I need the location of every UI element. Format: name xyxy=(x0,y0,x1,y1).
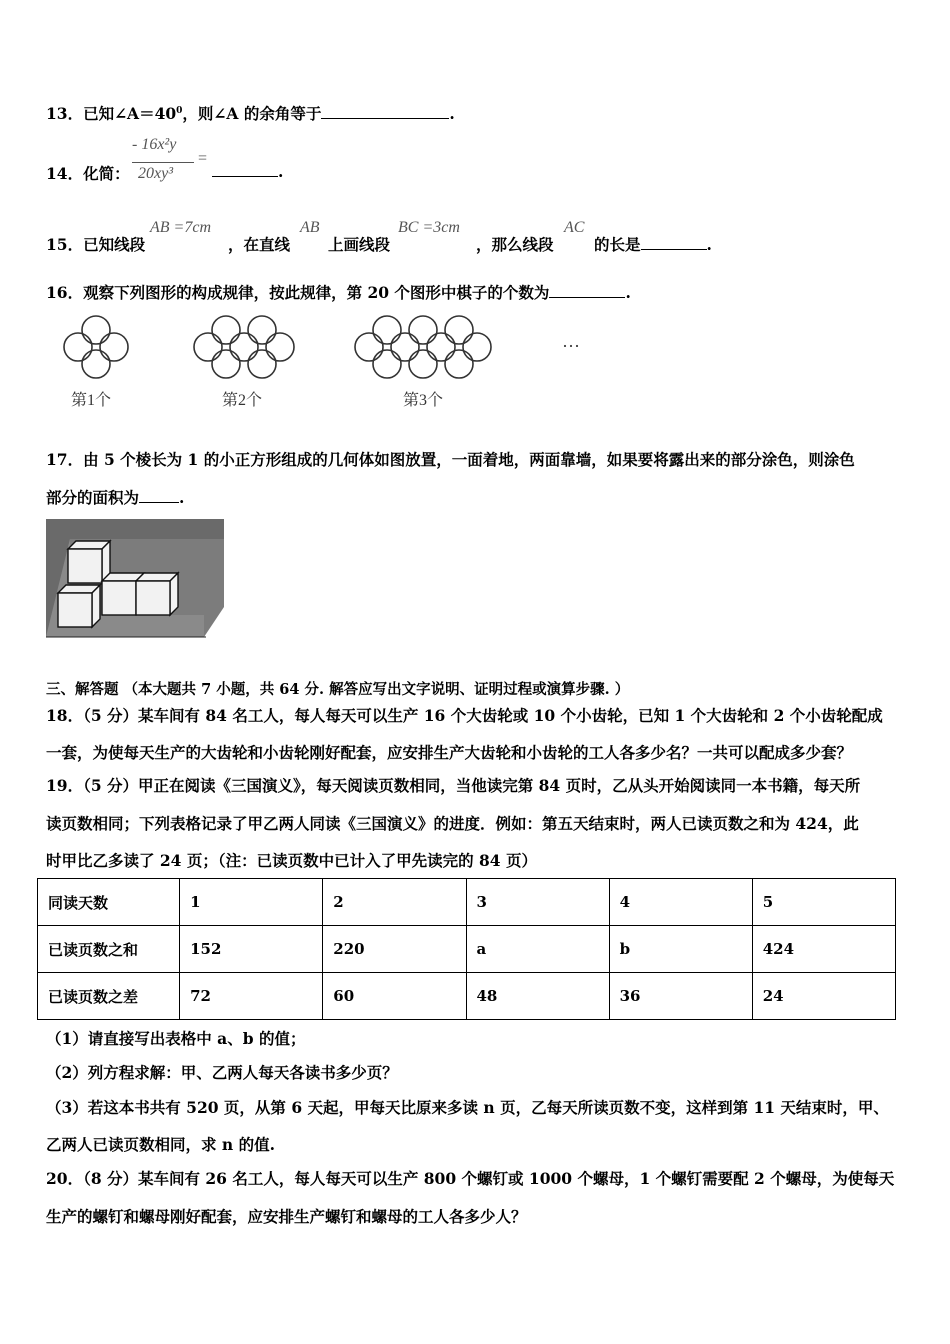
caption-1: 第1个 xyxy=(71,392,112,409)
table-cell: 220 xyxy=(323,926,466,973)
reading-progress-table xyxy=(37,878,896,1020)
piece xyxy=(427,333,455,361)
table-cell: 2 xyxy=(323,879,466,926)
q16-text: 16．观察下列图形的构成规律，按此规律，第 20 个图形中棋子的个数为 xyxy=(46,283,550,302)
q15-answer-blank[interactable] xyxy=(641,235,707,250)
q14-end: . xyxy=(278,162,284,181)
piece xyxy=(463,333,491,361)
question-20-line2 xyxy=(46,1205,527,1227)
q19-sub3b-text: 乙两人已读页数相同，求 n 的值. xyxy=(46,1135,275,1154)
table-cell: 48 xyxy=(466,973,609,1020)
q19-sub3-line1 xyxy=(46,1096,889,1118)
question-19-line2 xyxy=(46,812,859,834)
piece xyxy=(409,316,437,344)
table-cell: 36 xyxy=(609,973,752,1020)
q15-label: 15．已知线段 xyxy=(46,235,146,254)
q17-cubes-figure xyxy=(46,519,226,639)
question-14 xyxy=(46,162,130,184)
q19-line3: 时甲比乙多读了 24 页；（注：已读页数中已计入了甲先读完的 84 页） xyxy=(46,851,537,870)
table-cell: 24 xyxy=(752,973,895,1020)
q17-line2: 部分的面积为 xyxy=(46,488,140,507)
q13-text: 13．已知∠A＝40 xyxy=(46,104,177,123)
question-17-line1 xyxy=(46,448,855,470)
q15-part3 xyxy=(328,233,390,255)
q17-answer-blank[interactable] xyxy=(139,488,179,503)
q19-sub1 xyxy=(46,1027,305,1049)
q17-end: . xyxy=(179,488,185,507)
q14-denominator: 20xy³ xyxy=(138,165,173,182)
table-cell: 72 xyxy=(180,973,323,1020)
question-19-line1 xyxy=(46,774,860,796)
question-15-label xyxy=(46,233,145,255)
q16-end: . xyxy=(625,283,631,302)
q13-answer-blank[interactable] xyxy=(321,104,449,119)
table-cell: 5 xyxy=(752,879,895,926)
q15-text-4: ，那么线段 xyxy=(476,235,554,254)
q17-line1: 17．由 5 个棱长为 1 的小正方形组成的几何体如图放置，一面着地，两面靠墙，如果要将露出来的部分涂色，则涂色 xyxy=(46,450,855,469)
piece xyxy=(194,333,222,361)
q15-text-5: 的长是 xyxy=(594,235,641,254)
question-16 xyxy=(46,281,631,303)
q19-line2: 读页数相同；下列表格记录了甲乙两人同读《三国演义》的进度．例如：第五天结束时，两人已读页数之和为 424，此 xyxy=(46,814,859,833)
q19-sub3a-text: （3）若这本书共有 520 页，从第 6 天起，甲每天比原来多读 n 页，乙每天所读页数不变，这样到第 11 天结束时，甲、 xyxy=(46,1098,889,1117)
table-cell: b xyxy=(609,926,752,973)
q14-answer-blank[interactable] xyxy=(212,162,278,177)
q15-ac: AC xyxy=(564,219,585,236)
piece xyxy=(445,316,473,344)
table-cell: 424 xyxy=(752,926,895,973)
table-cell: 同读天数 xyxy=(38,879,180,926)
q13-end: . xyxy=(449,104,455,123)
piece xyxy=(373,350,401,378)
q19-line1: 19．（5 分）甲正在阅读《三国演义》，每天阅读页数相同，当他读完第 84 页时，乙从头开始阅读同一本书籍，每天所 xyxy=(46,776,861,795)
q13-sup: 0 xyxy=(176,105,183,116)
question-17-line2 xyxy=(46,486,184,508)
table-cell: 已读页数之差 xyxy=(38,973,180,1020)
q19-sub2 xyxy=(46,1061,398,1083)
caption-2: 第2个 xyxy=(222,392,263,409)
table-cell: 已读页数之和 xyxy=(38,926,180,973)
q14-label: 14．化简： xyxy=(46,164,130,183)
q13-rest: ，则∠A 的余角等于 xyxy=(182,104,322,123)
q15-end: . xyxy=(706,235,712,254)
piece xyxy=(445,350,473,378)
q14-equals: = xyxy=(198,150,208,167)
q20-line1: 20．（8 分）某车间有 26 名工人，每人每天可以生产 800 个螺钉或 1000 个螺母，1 个螺钉需要配 2 个螺母，为使每天 xyxy=(46,1169,895,1188)
q15-bc-length: BC =3cm xyxy=(398,219,460,236)
q16-pattern-figure xyxy=(55,310,615,415)
piece xyxy=(100,333,128,361)
piece xyxy=(64,333,92,361)
q18-line1: 18．（5 分）某车间有 84 名工人，每人每天可以生产 16 个大齿轮或 10 个小齿轮，已知 1 个大齿轮和 2 个小齿轮配成 xyxy=(46,706,883,725)
section-3-heading xyxy=(46,678,629,699)
table-cell: 152 xyxy=(180,926,323,973)
q16-answer-blank[interactable] xyxy=(549,283,625,298)
piece xyxy=(248,350,276,378)
piece xyxy=(212,316,240,344)
q15-part4 xyxy=(476,233,554,255)
table-cell: 1 xyxy=(180,879,323,926)
q15-text-2: ，在直线 xyxy=(228,235,291,254)
question-20-line1 xyxy=(46,1167,894,1189)
q15-ab: AB xyxy=(300,219,320,236)
piece xyxy=(409,350,437,378)
table-cell: 60 xyxy=(323,973,466,1020)
question-13 xyxy=(46,102,455,124)
q14-answer xyxy=(212,162,283,181)
q19-sub1-text: （1）请直接写出表格中 a、b 的值； xyxy=(46,1029,306,1048)
section-3-text: 三、解答题 （本大题共 7 小题，共 64 分. 解答应写出文字说明、证明过程或演算步骤. ） xyxy=(46,681,630,698)
q20-line2: 生产的螺钉和螺母刚好配套，应安排生产螺钉和螺母的工人各多少人？ xyxy=(46,1207,527,1226)
q15-part2 xyxy=(228,233,290,255)
fraction-bar xyxy=(132,162,194,163)
q19-sub2-text: （2）列方程求解：甲、乙两人每天各读书多少页？ xyxy=(46,1063,398,1082)
q15-part5 xyxy=(594,233,712,255)
question-18-line2 xyxy=(46,741,852,763)
q15-ab-length: AB =7cm xyxy=(150,219,211,236)
piece xyxy=(230,333,258,361)
table-cell: 3 xyxy=(466,879,609,926)
table-row xyxy=(38,879,896,926)
caption-3: 第3个 xyxy=(403,392,444,409)
piece xyxy=(82,350,110,378)
q18-line2: 一套，为使每天生产的大齿轮和小齿轮刚好配套，应安排生产大齿轮和小齿轮的工人各多少名？一共可以配成多少套？ xyxy=(46,743,853,762)
q15-text-3: 上画线段 xyxy=(328,235,391,254)
piece xyxy=(82,316,110,344)
table-cell: 4 xyxy=(609,879,752,926)
piece xyxy=(266,333,294,361)
ellipsis: ··· xyxy=(562,336,580,356)
question-19-line3 xyxy=(46,849,537,871)
q19-sub3-line2 xyxy=(46,1133,275,1155)
table-cell: a xyxy=(466,926,609,973)
piece xyxy=(373,316,401,344)
table-row xyxy=(38,926,896,973)
question-18-line1 xyxy=(46,704,883,726)
piece xyxy=(391,333,419,361)
piece xyxy=(212,350,240,378)
table-row xyxy=(38,973,896,1020)
q14-numerator: - 16x²y xyxy=(132,136,177,153)
piece xyxy=(355,333,383,361)
piece xyxy=(248,316,276,344)
